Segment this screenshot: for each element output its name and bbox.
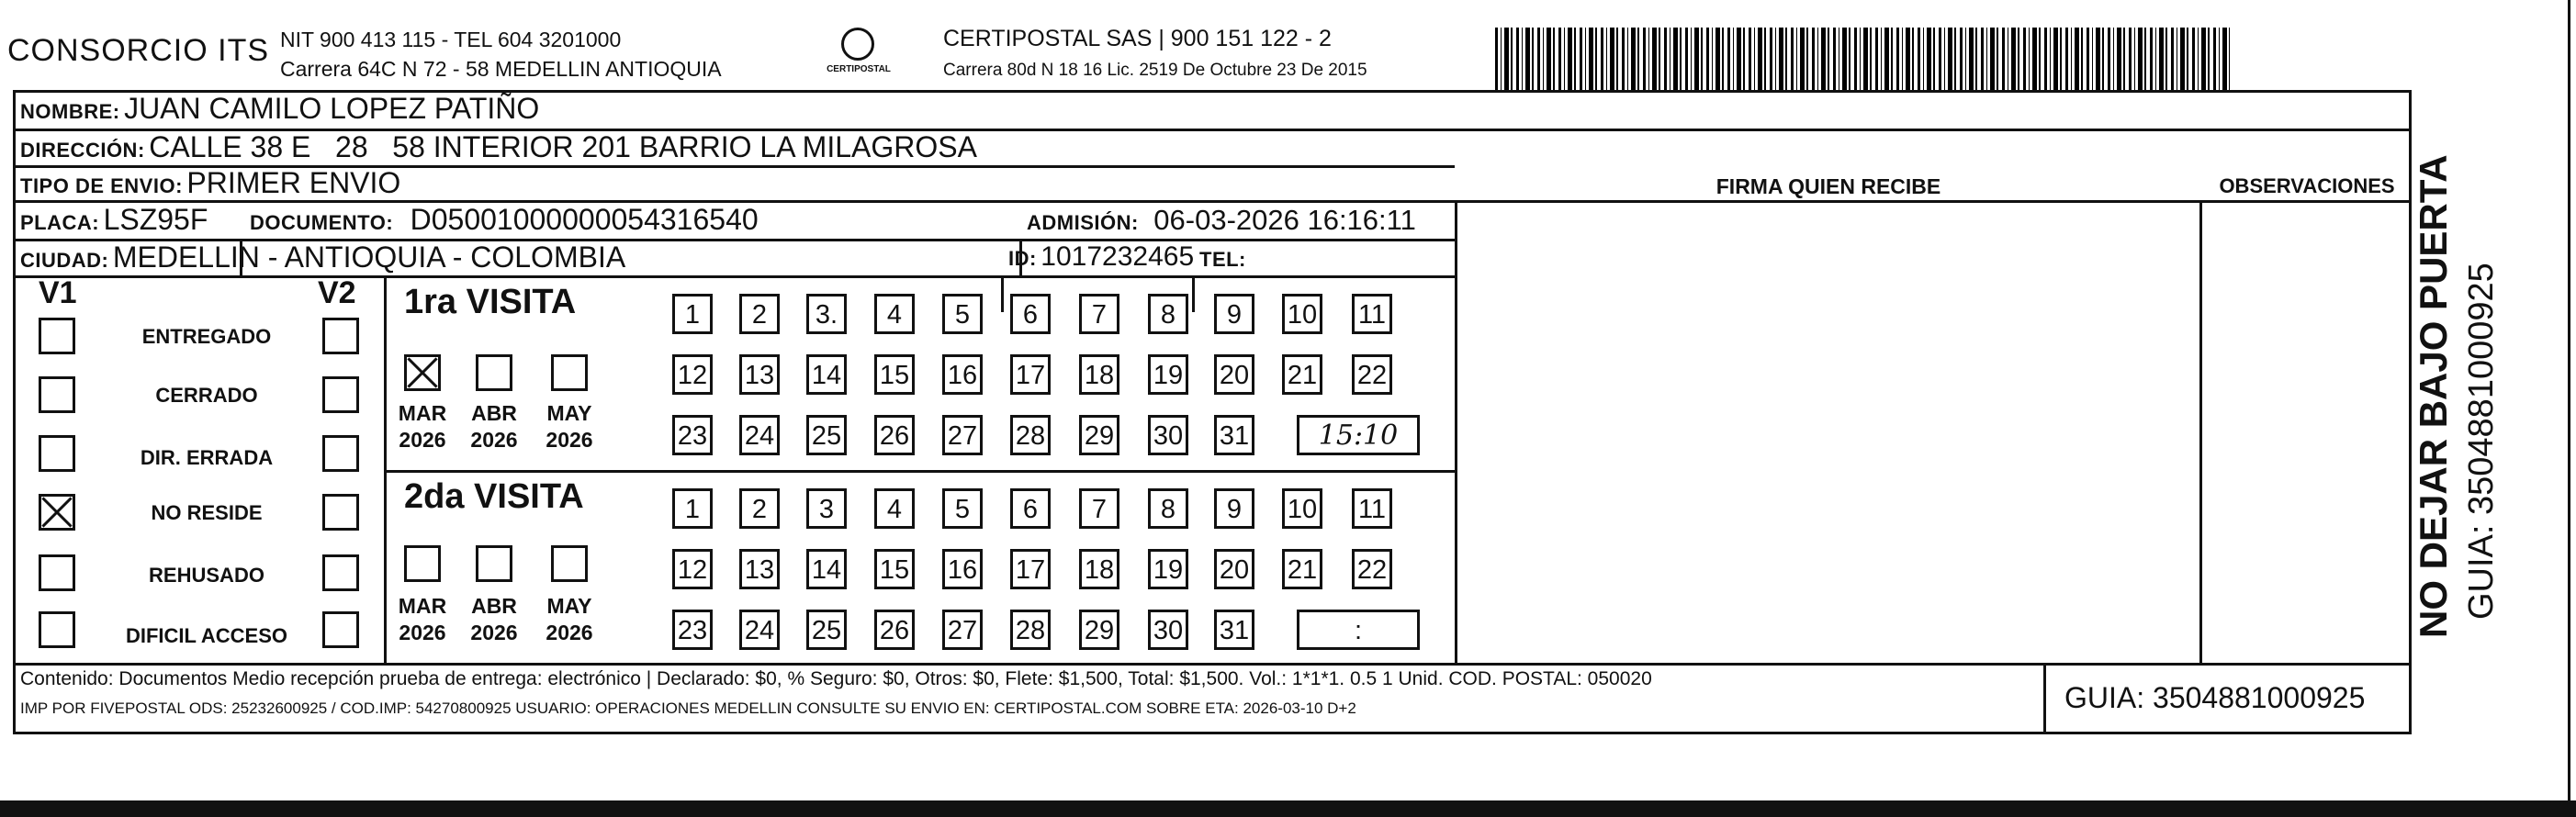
visit2-day-13[interactable]: 13 — [739, 549, 780, 589]
visit1-day-8[interactable]: 8 — [1148, 294, 1188, 334]
certipostal-name: CERTIPOSTAL SAS | 900 151 122 - 2 — [943, 26, 1332, 51]
placa-value: LSZ95F — [103, 203, 208, 236]
observaciones-header: OBSERVACIONES — [2219, 174, 2395, 197]
visit2-day-6[interactable]: 6 — [1010, 488, 1051, 529]
visit2-month-checkbox-abr[interactable] — [476, 545, 512, 582]
v1-label: V1 — [39, 275, 77, 310]
nombre-label: NOMBRE: — [20, 100, 120, 123]
visit2-month-mar-year: 2026 — [399, 621, 446, 644]
visit2-month-mar — [390, 593, 455, 646]
visit1-day-21[interactable]: 21 — [1282, 354, 1322, 395]
status-cerrado: CERRADO — [155, 384, 258, 407]
visit2-day-29[interactable]: 29 — [1079, 610, 1119, 650]
nombre-value: JUAN CAMILO LOPEZ PATIÑO — [124, 92, 540, 125]
tipo-row — [20, 166, 400, 200]
visit1-month-abr — [462, 400, 526, 453]
visit1-month-may-name: MAY — [546, 401, 592, 425]
company-name: CONSORCIO ITS — [7, 33, 270, 68]
visit1-month-mar-name: MAR — [398, 401, 447, 425]
visit1-day-31[interactable]: 31 — [1214, 415, 1254, 455]
placa-label: PLACA: — [20, 211, 100, 234]
admision-value: 06-03-2026 16:16:11 — [1153, 204, 1416, 236]
visit1-day-12[interactable]: 12 — [672, 354, 713, 395]
visit2-month-abr — [462, 593, 526, 646]
visit1-day-5[interactable]: 5 — [942, 294, 983, 334]
page-bottom-edge — [0, 800, 2576, 817]
firma-header: FIRMA QUIEN RECIBE — [1715, 174, 1941, 198]
visit2-day-5[interactable]: 5 — [942, 488, 983, 529]
visit2-month-may — [537, 593, 602, 646]
visit2-month-checkbox-mar[interactable] — [404, 545, 441, 582]
visit2-day-2[interactable]: 2 — [739, 488, 780, 529]
tipo-value: PRIMER ENVIO — [186, 166, 401, 199]
visit1-month-checkbox-mar[interactable] — [404, 354, 441, 391]
v2-label: V2 — [318, 275, 356, 310]
page-right-edge — [2568, 0, 2570, 817]
v1-checkbox-cerrado[interactable] — [39, 376, 75, 413]
visit1-day-14[interactable]: 14 — [806, 354, 847, 395]
visit1-month-mar — [390, 400, 455, 453]
visit2-day-21[interactable]: 21 — [1282, 549, 1322, 589]
visit1-day-29[interactable]: 29 — [1079, 415, 1119, 455]
v2-checkbox-dificil-acceso[interactable] — [322, 611, 359, 648]
footer-impresion: IMP POR FIVEPOSTAL ODS: 25232600925 / COD.IMP: 54270800925 USUARIO: OPERACIONES MEDELLIN CONSULTE SU ENVIO EN: CERTIPOSTAL.COM SOBRE ETA: 2026-03-10 D+2 — [20, 699, 1356, 717]
certipostal-logo — [817, 28, 900, 83]
visit2-day-18[interactable]: 18 — [1079, 549, 1119, 589]
ciudad-label: CIUDAD: — [20, 249, 109, 272]
direccion-value: CALLE 38 E 28 58 INTERIOR 201 BARRIO LA MILAGROSA — [149, 130, 977, 163]
v1-checkbox-rehusado[interactable] — [39, 554, 75, 591]
visit2-day-8[interactable]: 8 — [1148, 488, 1188, 529]
company-nit-tel: NIT 900 413 115 - TEL 604 3201000 — [280, 28, 622, 51]
visit1-day-7[interactable]: 7 — [1079, 294, 1119, 334]
visit2-day-30[interactable]: 30 — [1148, 610, 1188, 650]
direccion-label: DIRECCIÓN: — [20, 139, 145, 162]
visit1-day-25[interactable]: 25 — [806, 415, 847, 455]
documento-label: DOCUMENTO: — [250, 211, 394, 234]
visit2-month-abr-year: 2026 — [470, 621, 518, 644]
visit1-month-abr-year: 2026 — [470, 428, 518, 452]
v1-checkbox-no-reside[interactable] — [39, 494, 75, 531]
visit2-title: 2da VISITA — [404, 477, 584, 516]
visit1-day-16[interactable]: 16 — [942, 354, 983, 395]
id-label: ID: — [1008, 247, 1037, 270]
tel-row — [1199, 248, 1246, 272]
visit1-month-may-year: 2026 — [546, 428, 593, 452]
visit1-day-22[interactable]: 22 — [1352, 354, 1392, 395]
documento-row — [250, 203, 759, 237]
visit2-day-25[interactable]: 25 — [806, 610, 847, 650]
visit2-day-28[interactable]: 28 — [1010, 610, 1051, 650]
v2-checkbox-no-reside[interactable] — [322, 494, 359, 531]
visit2-day-15[interactable]: 15 — [874, 549, 915, 589]
visit2-month-mar-name: MAR — [398, 594, 447, 618]
visit1-month-abr-name: ABR — [471, 401, 517, 425]
visit1-day-11[interactable]: 11 — [1352, 294, 1392, 334]
visit1-day-30[interactable]: 30 — [1148, 415, 1188, 455]
side-warning: NO DEJAR BAJO PUERTA — [2412, 154, 2455, 638]
documento-value: D05001000000054316540 — [410, 203, 759, 236]
visit1-day-19[interactable]: 19 — [1148, 354, 1188, 395]
visit2-day-3[interactable]: 3 — [806, 488, 847, 529]
status-no-reside: NO RESIDE — [151, 501, 263, 524]
visit1-time[interactable]: 15:10 — [1297, 415, 1420, 455]
status-dir-errada: DIR. ERRADA — [140, 446, 274, 469]
certipostal-logo-icon — [841, 28, 874, 61]
company-address: Carrera 64C N 72 - 58 MEDELLIN ANTIOQUIA — [280, 57, 722, 81]
visit2-day-10[interactable]: 10 — [1282, 488, 1322, 529]
admision-label: ADMISIÓN: — [1027, 211, 1139, 234]
visit2-day-16[interactable]: 16 — [942, 549, 983, 589]
placa-row — [20, 203, 208, 237]
visit2-day-12[interactable]: 12 — [672, 549, 713, 589]
tipo-label: TIPO DE ENVIO: — [20, 174, 183, 197]
visit2-day-27[interactable]: 27 — [942, 610, 983, 650]
visit1-day-24[interactable]: 24 — [739, 415, 780, 455]
visit1-day-10[interactable]: 10 — [1282, 294, 1322, 334]
visit1-month-mar-year: 2026 — [399, 428, 446, 452]
admision-row — [1027, 204, 1416, 237]
v2-checkbox-rehusado[interactable] — [322, 554, 359, 591]
visit1-day-27[interactable]: 27 — [942, 415, 983, 455]
visit2-day-4[interactable]: 4 — [874, 488, 915, 529]
barcode — [1495, 28, 2230, 90]
visit2-day-7[interactable]: 7 — [1079, 488, 1119, 529]
side-guia: GUIA: 3504881000925 — [2462, 263, 2501, 620]
status-rehusado: REHUSADO — [149, 564, 264, 587]
visit2-day-20[interactable]: 20 — [1214, 549, 1254, 589]
visit2-month-abr-name: ABR — [471, 594, 517, 618]
tel-label: TEL: — [1199, 248, 1246, 271]
v2-checkbox-entregado[interactable] — [322, 318, 359, 354]
visit1-day-6[interactable]: 6 — [1010, 294, 1051, 334]
footer-guia: GUIA: 3504881000925 — [2064, 681, 2366, 714]
id-row — [1008, 241, 1194, 273]
v1-checkbox-dir-errada[interactable] — [39, 435, 75, 472]
visit1-day-9-label: 9 — [1226, 300, 1243, 330]
visit2-day-1[interactable]: 1 — [672, 488, 713, 529]
visit2-month-checkbox-may[interactable] — [551, 545, 588, 582]
visit1-day-9[interactable] — [1214, 294, 1254, 334]
visit1-day-28[interactable]: 28 — [1010, 415, 1051, 455]
v2-checkbox-cerrado[interactable] — [322, 376, 359, 413]
visit1-month-checkbox-abr[interactable] — [476, 354, 512, 391]
status-dificil-acceso: DIFICIL ACCESO — [125, 624, 287, 647]
v2-checkbox-dir-errada[interactable] — [322, 435, 359, 472]
certipostal-logo-text: CERTIPOSTAL — [827, 64, 891, 74]
status-entregado: ENTREGADO — [141, 325, 272, 348]
visit2-day-24[interactable]: 24 — [739, 610, 780, 650]
ciudad-value: MEDELLIN - ANTIOQUIA - COLOMBIA — [112, 241, 626, 274]
visit2-day-22[interactable]: 22 — [1352, 549, 1392, 589]
visit2-month-may-year: 2026 — [546, 621, 593, 644]
visit1-title: 1ra VISITA — [404, 283, 577, 321]
visit2-day-31[interactable]: 31 — [1214, 610, 1254, 650]
visit2-day-11[interactable]: 11 — [1352, 488, 1392, 529]
visit1-day-23[interactable]: 23 — [672, 415, 713, 455]
visit1-day-20[interactable]: 20 — [1214, 354, 1254, 395]
visit1-day-13[interactable]: 13 — [739, 354, 780, 395]
visit1-day-4[interactable]: 4 — [874, 294, 915, 334]
visit1-month-checkbox-may[interactable] — [551, 354, 588, 391]
visit1-day-15[interactable]: 15 — [874, 354, 915, 395]
footer-contenido: Contenido: Documentos Medio recepción prueba de entrega: electrónico | Declarado: $0, % Seguro: $0, Otros: $0, Flete: $1,500, Total: $1,500. Vol.: 1*1*1. 0.5 1 Unid. COD. POSTAL: 050020 — [20, 668, 1652, 689]
visit2-month-may-name: MAY — [546, 594, 592, 618]
visit1-month-may — [537, 400, 602, 453]
visit2-day-23[interactable]: 23 — [672, 610, 713, 650]
visit2-day-9[interactable]: 9 — [1214, 488, 1254, 529]
nombre-row — [20, 92, 539, 126]
visit2-day-26[interactable]: 26 — [874, 610, 915, 650]
id-value: 1017232465 — [1041, 241, 1195, 272]
v1-checkbox-dificil-acceso[interactable] — [39, 611, 75, 648]
visit2-day-19[interactable]: 19 — [1148, 549, 1188, 589]
direccion-row — [20, 130, 977, 164]
visit2-day-17[interactable]: 17 — [1010, 549, 1051, 589]
visit1-day-26[interactable]: 26 — [874, 415, 915, 455]
visit1-day-3[interactable]: 3. — [806, 294, 847, 334]
visit1-day-2[interactable]: 2 — [739, 294, 780, 334]
visit2-day-14[interactable]: 14 — [806, 549, 847, 589]
visit1-day-18[interactable]: 18 — [1079, 354, 1119, 395]
ciudad-row — [20, 241, 625, 274]
visit1-day-17[interactable]: 17 — [1010, 354, 1051, 395]
visit2-time[interactable]: : — [1297, 610, 1420, 650]
certipostal-address: Carrera 80d N 18 16 Lic. 2519 De Octubre 23 De 2015 — [943, 61, 1367, 80]
visit1-day-1[interactable]: 1 — [672, 294, 713, 334]
v1-checkbox-entregado[interactable] — [39, 318, 75, 354]
